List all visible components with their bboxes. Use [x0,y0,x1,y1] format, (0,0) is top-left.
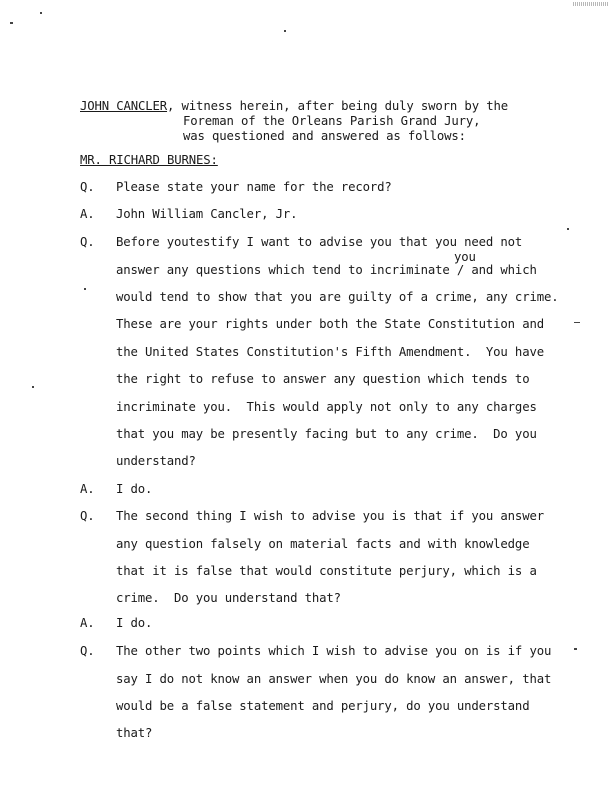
interlinear-insertion: you [454,250,476,264]
qa-label: Q. [80,509,95,523]
qa-label: Q. [80,180,95,194]
qa-text-line: understand? [116,454,196,468]
scan-speck [10,22,13,24]
scan-speck [84,288,86,290]
qa-text-line: would be a false statement and perjury, do you understand [116,699,530,713]
qa-label: A. [80,482,95,496]
qa-text-line: These are your rights under both the State Constitution and [116,317,544,331]
qa-text-line: answer any questions which tend to incriminate / and which [116,263,537,277]
qa-text-line: that it is false that would constitute perjury, which is a [116,564,537,578]
scan-speck [574,322,580,323]
qa-text-line: the right to refuse to answer any question which tends to [116,372,530,386]
witness-name: JOHN CANCLER [80,99,168,113]
qa-text-line: incriminate you. This would apply not only to any charges [116,400,537,414]
qa-text-line: that you may be presently facing but to any crime. Do you [116,427,537,441]
qa-text-line: any question falsely on material facts and with knowledge [116,537,530,551]
header-line-2: Foreman of the Orleans Parish Grand Jury, [183,114,481,128]
qa-text-line: I do. [116,482,153,496]
scan-speck [40,12,42,14]
scan-speck [567,228,569,230]
header-line-3: was questioned and answered as follows: [183,129,466,143]
header-intro-1: , witness herein, after being duly sworn by the [167,99,508,113]
qa-text-line: the United States Constitution's Fifth Amendment. You have [116,345,544,359]
qa-text-line: I do. [116,616,153,630]
scan-speck [284,30,286,32]
qa-label: Q. [80,235,95,249]
qa-label: A. [80,616,95,630]
qa-text-line: Before youtestify I want to advise you that you need not [116,235,523,249]
scan-speck [574,648,577,650]
scan-speck [32,386,34,388]
qa-text-line: John William Cancler, Jr. [116,207,298,221]
examiner-heading: MR. RICHARD BURNES: [80,153,218,167]
header-line-1 [80,99,508,113]
qa-text-line: that? [116,726,153,740]
qa-text-line: Please state your name for the record? [116,180,392,194]
qa-label: Q. [80,644,95,658]
qa-text-line: crime. Do you understand that? [116,591,341,605]
qa-text-line: would tend to show that you are guilty of a crime, any crime. [116,290,559,304]
qa-text-line: say I do not know an answer when you do know an answer, that [116,672,552,686]
qa-text-line: The second thing I wish to advise you is that if you answer [116,509,544,523]
qa-text-line: The other two points which I wish to advise you on is if you [116,644,552,658]
scan-stamp [573,2,609,6]
qa-label: A. [80,207,95,221]
